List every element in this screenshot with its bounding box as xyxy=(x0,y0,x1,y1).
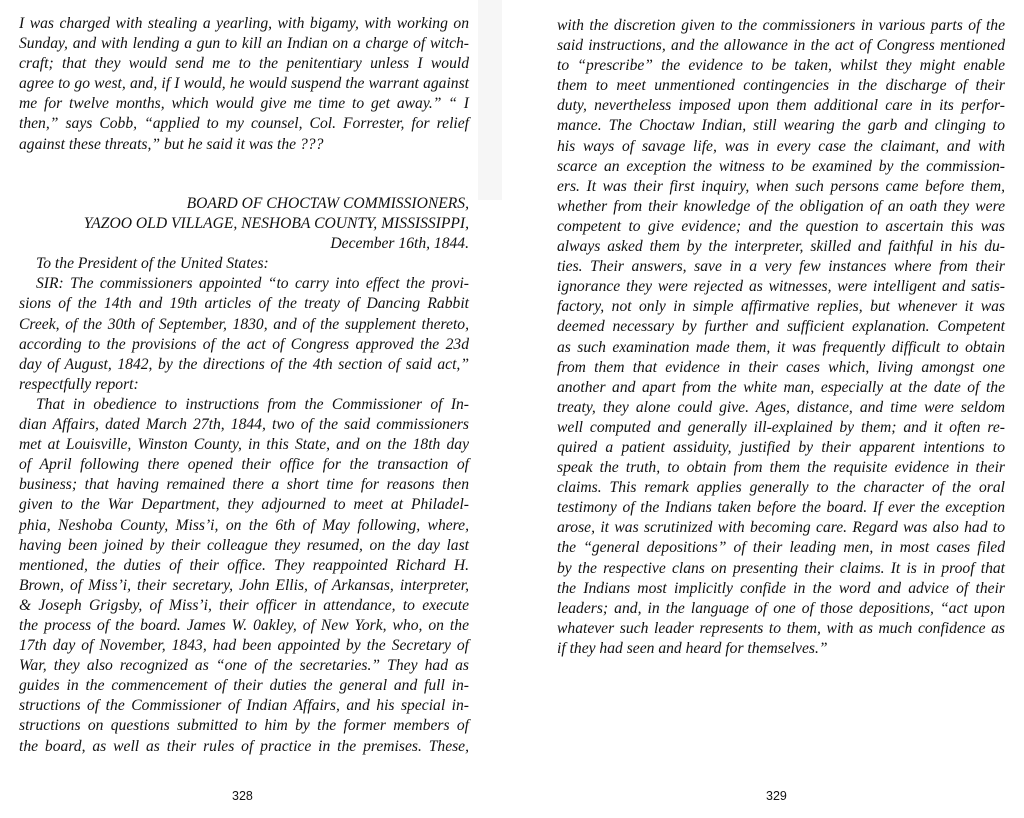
scan-gutter-shadow xyxy=(478,0,502,200)
text-line: 17th day of November, 1843, had been appointed by the Secretary of xyxy=(19,637,469,655)
text-line: phia, Neshoba County, Miss’i, on the 6th of May following, where, xyxy=(19,516,469,534)
text-line: the board, as well as their rules of practice in the premises. These, xyxy=(19,737,469,755)
right-page xyxy=(512,0,1024,818)
text-line: claims. This remark applies generally to the character of the oral xyxy=(557,479,1005,497)
text-line: War, they also recognized as “one of the secretaries.” They had as xyxy=(19,657,469,675)
text-line: as such examination made them, it was frequently difficult to obtain xyxy=(557,338,1005,356)
text-line: by the respective clans on presenting their claims. It is in proof that xyxy=(557,559,1005,577)
text-line: arose, it was scrutinized with becoming care. Regard was also had to xyxy=(557,519,1005,537)
text-line: respectfully report: xyxy=(19,375,139,393)
page-number: 328 xyxy=(232,789,253,803)
text-line: Sunday, and with lending a gun to kill an Indian on a charge of witch- xyxy=(19,35,469,53)
quote-paragraph xyxy=(19,14,469,155)
text-line: That in obedience to instructions from the Commissioner of In- xyxy=(36,395,469,413)
text-line: to “prescribe” the evidence to be taken, whilst they might enable xyxy=(557,57,1005,75)
text-line: ers. It was their first inquiry, when such persons came before them, xyxy=(557,177,1005,195)
text-line: with the discretion given to the commissioners in various parts of the xyxy=(557,17,1005,34)
page-number: 329 xyxy=(766,789,787,803)
text-line: whether from their knowledge of the obligation of an oath they were xyxy=(557,197,1005,215)
text-line: whatever such leader represents to them, with as much confidence as xyxy=(557,619,1005,637)
text-line: another and apart from the white man, especially at the date of the xyxy=(557,378,1005,396)
text-line: met at Louisville, Winston County, in this State, and on the 18th day xyxy=(19,436,469,454)
text-line: craft; that they would send me to the penitentiary unless I would xyxy=(19,55,469,73)
text-line: structions of the Commissioner of Indian Affairs, and his special in- xyxy=(19,697,469,715)
letter-heading-line: BOARD OF CHOCTAW COMMISSIONERS, xyxy=(186,195,469,212)
text-line: of April following there opened their office for the transaction of xyxy=(19,456,469,474)
text-line: factory, not only in simple affirmative replies, but whenever it was xyxy=(557,298,1005,316)
text-line: leaders; and, in the language of one of those depositions, “act upon xyxy=(557,599,1005,617)
text-line: according to the provisions of the act of Congress approved the 23d xyxy=(19,335,469,353)
text-line: the “general depositions” of their leading men, in most cases filed xyxy=(557,539,1005,557)
text-line: SIR: The commissioners appointed “to carry into effect the provi- xyxy=(36,275,469,293)
text-line: quired a patient assiduity, justified by their apparent intentions to xyxy=(557,438,1005,456)
letter-heading-line: YAZOO OLD VILLAGE, NESHOBA COUNTY, MISSISSIPPI, xyxy=(83,215,469,233)
text-line: business; that having remained there a short time for reasons then xyxy=(19,476,469,494)
text-line: guides in the commencement of their duties the general and full in- xyxy=(19,677,469,695)
text-line: agree to go west, and, if I would, he would suspend the warrant against xyxy=(19,75,469,93)
text-line: always asked them by the interpreter, skilled and faithful in his du- xyxy=(557,238,1005,256)
letter xyxy=(19,194,469,757)
text-line: well computed and generally ill-explained by them; and it often re- xyxy=(557,418,1005,436)
text-line: ignorance they were rejected as witnesses, were intelligent and satis- xyxy=(557,278,1005,296)
text-line: his ways of savage life, was in every case the claimant, and with xyxy=(557,137,1005,155)
text-line: ties. Their answers, save in a very few instances where from their xyxy=(557,258,1005,276)
text-line: deemed necessary by further and sufficient explanation. Competent xyxy=(557,318,1005,336)
letter-date: December 16th, 1844. xyxy=(330,235,469,253)
text-line: me for twelve months, which would give me time to get away.” “ I xyxy=(19,95,469,113)
text-line: sions of the 14th and 19th articles of the treaty of Dancing Rabbit xyxy=(19,295,469,313)
text-line: day of August, 1842, by the directions of the 4th section of said act,” xyxy=(19,355,469,373)
text-line: Creek, of the 30th of September, 1830, and of the supplement thereto, xyxy=(19,315,469,333)
text-line: against these threats,” but he said it was the ??? xyxy=(19,135,324,153)
salutation: To the President of the United States: xyxy=(36,255,269,273)
text-line: testimony of the Indians taken before the board. If ever the exception xyxy=(557,499,1005,517)
text-line: mance. The Choctaw Indian, still wearing the garb and clinging to xyxy=(557,117,1005,135)
text-line: mentioned, the duties of their office. They reappointed Richard H. xyxy=(19,556,469,574)
text-line: speak the truth, to obtain from them the requisite evidence in their xyxy=(557,459,1005,477)
text-line: dian Affairs, dated March 27th, 1844, two of the said commissioners xyxy=(19,416,469,434)
text-line: them to meet unmentioned contingencies in the discharge of their xyxy=(557,77,1005,95)
text-line: Brown, of Miss’i, their secretary, John Ellis, of Arkansas, interpreter, xyxy=(19,576,469,594)
text-line: competent to give evidence; and the question to ascertain this was xyxy=(557,217,1005,235)
text-line: if they had seen and heard for themselves.” xyxy=(557,639,828,657)
text-line: treaty, they alone could give. Ages, distance, and time were seldom xyxy=(557,398,1005,416)
text-line: the process of the board. James W. 0akley, of New York, who, on the xyxy=(19,616,469,634)
text-line: from them that evidence in their cases which, living amongst one xyxy=(557,358,1005,376)
text-line: scarce an exception the witness to be examined by the commission- xyxy=(557,157,1005,175)
text-line: structions on questions submitted to him by the former members of xyxy=(19,717,469,735)
body-paragraph xyxy=(557,16,1005,659)
text-line: duty, nevertheless imposed upon them additional care in its perfor- xyxy=(557,97,1005,115)
text-line: the Indians most implicitly confide in the word and advice of their xyxy=(557,579,1005,597)
text-line: & Joseph Grigsby, of Miss’i, their officer in attendance, to execute xyxy=(19,596,469,614)
text-line: then,” says Cobb, “applied to my counsel, Col. Forrester, for relief xyxy=(19,115,469,133)
text-line: I was charged with stealing a yearling, with bigamy, with working on xyxy=(19,15,469,32)
text-line: given to the War Department, they adjourned to meet at Philadel- xyxy=(19,496,469,514)
text-line: having been joined by their colleague they resumed, on the day last xyxy=(19,536,469,554)
text-line: said instructions, and the allowance in the act of Congress mentioned xyxy=(557,37,1005,55)
